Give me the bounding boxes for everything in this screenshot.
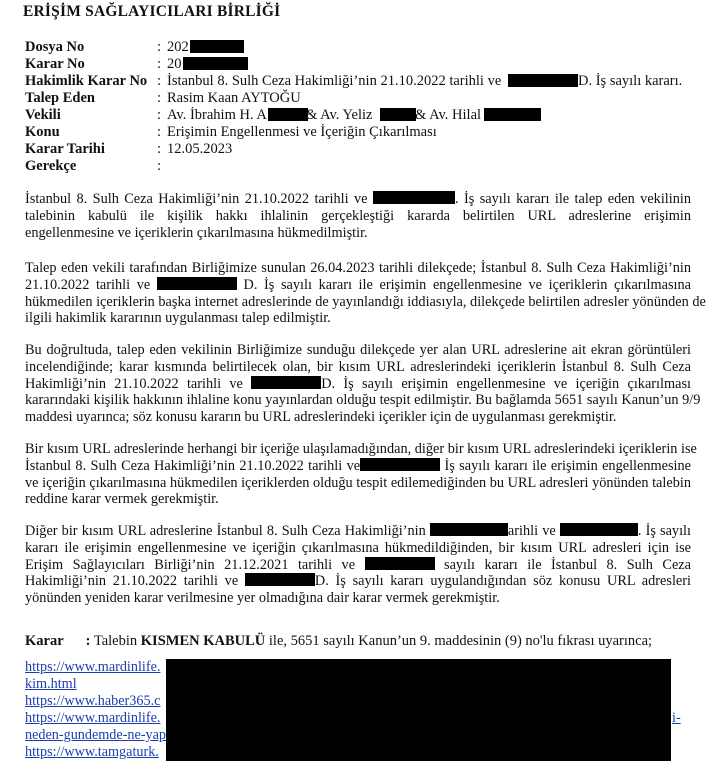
redaction-box: [251, 376, 321, 389]
meta-colon: :: [157, 141, 162, 157]
paragraph-1: İstanbul 8. Sulh Ceza Hakimliği’nin 21.10.2022 tarihli ve . İş sayılı kararı ile talep eden vekilinin talebinin kabulü ile kişilik hakkı ihlalinin gerçekleştiği kararda belirtilen URL adreslerine erişimin engellenmesine ve içeriklerin çıkarılmasına hükmedilmiştir.: [25, 191, 692, 241]
url-link[interactable]: kim.html: [25, 676, 77, 692]
decision-label: Karar: [25, 633, 64, 649]
redaction-box: [560, 523, 638, 536]
meta-value-karar-tarihi: 12.05.2023: [167, 141, 233, 157]
url-link[interactable]: neden-gundemde-ne-yap: [25, 727, 167, 743]
meta-colon: :: [157, 158, 162, 174]
meta-label-konu: Konu: [25, 124, 60, 140]
meta-value-hakimlik-suffix: D. İş sayılı kararı.: [578, 73, 683, 89]
redaction-box: [360, 458, 440, 471]
meta-label-hakimlik-karar-no: Hakimlik Karar No: [25, 73, 148, 89]
url-link[interactable]: https://www.tamgaturk.: [25, 744, 159, 760]
redaction-box: [245, 573, 315, 586]
meta-label-karar-no: Karar No: [25, 56, 85, 72]
meta-label-dosya-no: Dosya No: [25, 39, 85, 55]
redaction-box: [508, 74, 578, 87]
url-link[interactable]: i-: [672, 710, 681, 726]
meta-colon: :: [157, 56, 162, 72]
meta-label-karar-tarihi: Karar Tarihi: [25, 141, 105, 157]
paragraph-2: Talep eden vekili tarafından Birliğimize sunulan 26.04.2023 tarihli dilekçede; İstanbul 8. Sulh Ceza Hakimliği’nin 21.10.2022 tarihli ve D. İş sayılı kararı ile erişimin engellenmesine ve içeriklerin çıkarılmasına hükmedilen içeriklerin başka internet adreslerinde de yayınlandığı iddiasıyla, dilekçede belirtilen adresler yönünden de ilgili hakimlik kararının uygulanması talep edilmiştir.: [25, 260, 706, 327]
meta-value-dosya-no: 202: [167, 39, 189, 55]
redaction-box: [430, 523, 508, 536]
meta-value-hakimlik-karar-no: İstanbul 8. Sulh Ceza Hakimliği’nin 21.10.2022 tarihli ve: [167, 73, 502, 89]
meta-colon: :: [157, 39, 162, 55]
redaction-box: [365, 557, 435, 570]
redaction-box: [157, 277, 237, 290]
url-link[interactable]: https://www.mardinlife.: [25, 710, 161, 726]
meta-label-vekili: Vekili: [25, 107, 61, 123]
meta-colon: :: [157, 107, 162, 123]
meta-value-talep-eden: Rasim Kaan AYTOĞU: [167, 90, 301, 106]
meta-value-vekili-3: & Av. Hilal: [415, 107, 482, 123]
redaction-box: [380, 108, 416, 121]
meta-value-vekili: Av. İbrahim H. A: [167, 107, 267, 123]
page-title: ERİŞİM SAĞLAYICILARI BİRLİĞİ: [23, 3, 281, 20]
redaction-box: [268, 108, 308, 121]
url-link[interactable]: https://www.haber365.c: [25, 693, 161, 709]
meta-value-konu: Erişimin Engellenmesi ve İçeriğin Çıkarılması: [167, 124, 437, 140]
decision-bold: KISMEN KABULÜ: [140, 633, 266, 649]
decision-line: Karar : Talebin KISMEN KABULÜ ile, 5651 sayılı Kanun’un 9. maddesinin (9) no'lu fıkrası uyarınca;: [25, 633, 653, 649]
meta-colon: :: [157, 90, 162, 106]
paragraph-3: Bu doğrultuda, talep eden vekilinin Birliğimize sunduğu dilekçede yer alan URL adreslerine ait ekran görüntüleri incelendiğinde; karar kısmında belirtilecek olan, bir kısım URL adreslerindeki içeriklerin İstanbul 8. Sulh Ceza Hakimliği’nin 21.10.2022 tarihli ve D. İş sayılı erişimin engellenmesine ve içeriğin çıkarılması kararındaki kişilik hakkının ihlaline konu yayınlardan olduğu tespit edilmiştir. Bu bağlamda 5651 sayılı Kanun’un 9/9 maddesi uyarınca; söz konusu kararın bu URL adreslerindeki içerikler için de uygulanması gerekmiştir.: [25, 342, 701, 426]
meta-label-gerekce: Gerekçe: [25, 158, 77, 174]
redaction-box: [373, 191, 455, 204]
meta-colon: :: [157, 73, 162, 89]
redaction-box: [183, 57, 248, 70]
meta-value-vekili-2: & Av. Yeliz: [306, 107, 373, 123]
redaction-box: [166, 659, 671, 761]
url-link[interactable]: https://www.mardinlife.: [25, 659, 161, 675]
paragraph-5: Diğer bir kısım URL adreslerine İstanbul 8. Sulh Ceza Hakimliği’nin arihli ve . İş sayılı kararı ile erişimin engellenmesine ve içeriğin çıkarılmasına hükmedildiğinden, bir kısım URL adresleri için ise Erişim Sağlayıcıları Birliği’nin 21.12.2021 tarihli ve sayılı kararı ile İstanbul 8. Sulh Ceza Hakimliği’nin 21.10.2022 tarihli ve D. İş sayılı kararı uygulandığından söz konusu URL adresleri yönünden yeniden karar verilmesine yer olmadığına dair karar vermek gerekmiştir.: [25, 523, 691, 607]
redaction-box: [484, 108, 541, 121]
meta-value-karar-no: 20: [167, 56, 182, 72]
paragraph-4: Bir kısım URL adreslerinde herhangi bir içeriğe ulaşılamadığından, diğer bir kısım URL adreslerindeki içeriklerin ise İstanbul 8. Sulh Ceza Hakimliği’nin 21.10.2022 tarihli ve İş sayılı kararı ile erişimin engellenmesine ve içeriğin çıkarılmasına hükmedilen içeriklerden olduğu tespit edilemediğinden bu URL adresleri yönünden talebin reddine karar vermek gerekmiştir.: [25, 441, 697, 508]
meta-label-talep-eden: Talep Eden: [25, 90, 95, 106]
redaction-box: [190, 40, 244, 53]
meta-colon: :: [157, 124, 162, 140]
